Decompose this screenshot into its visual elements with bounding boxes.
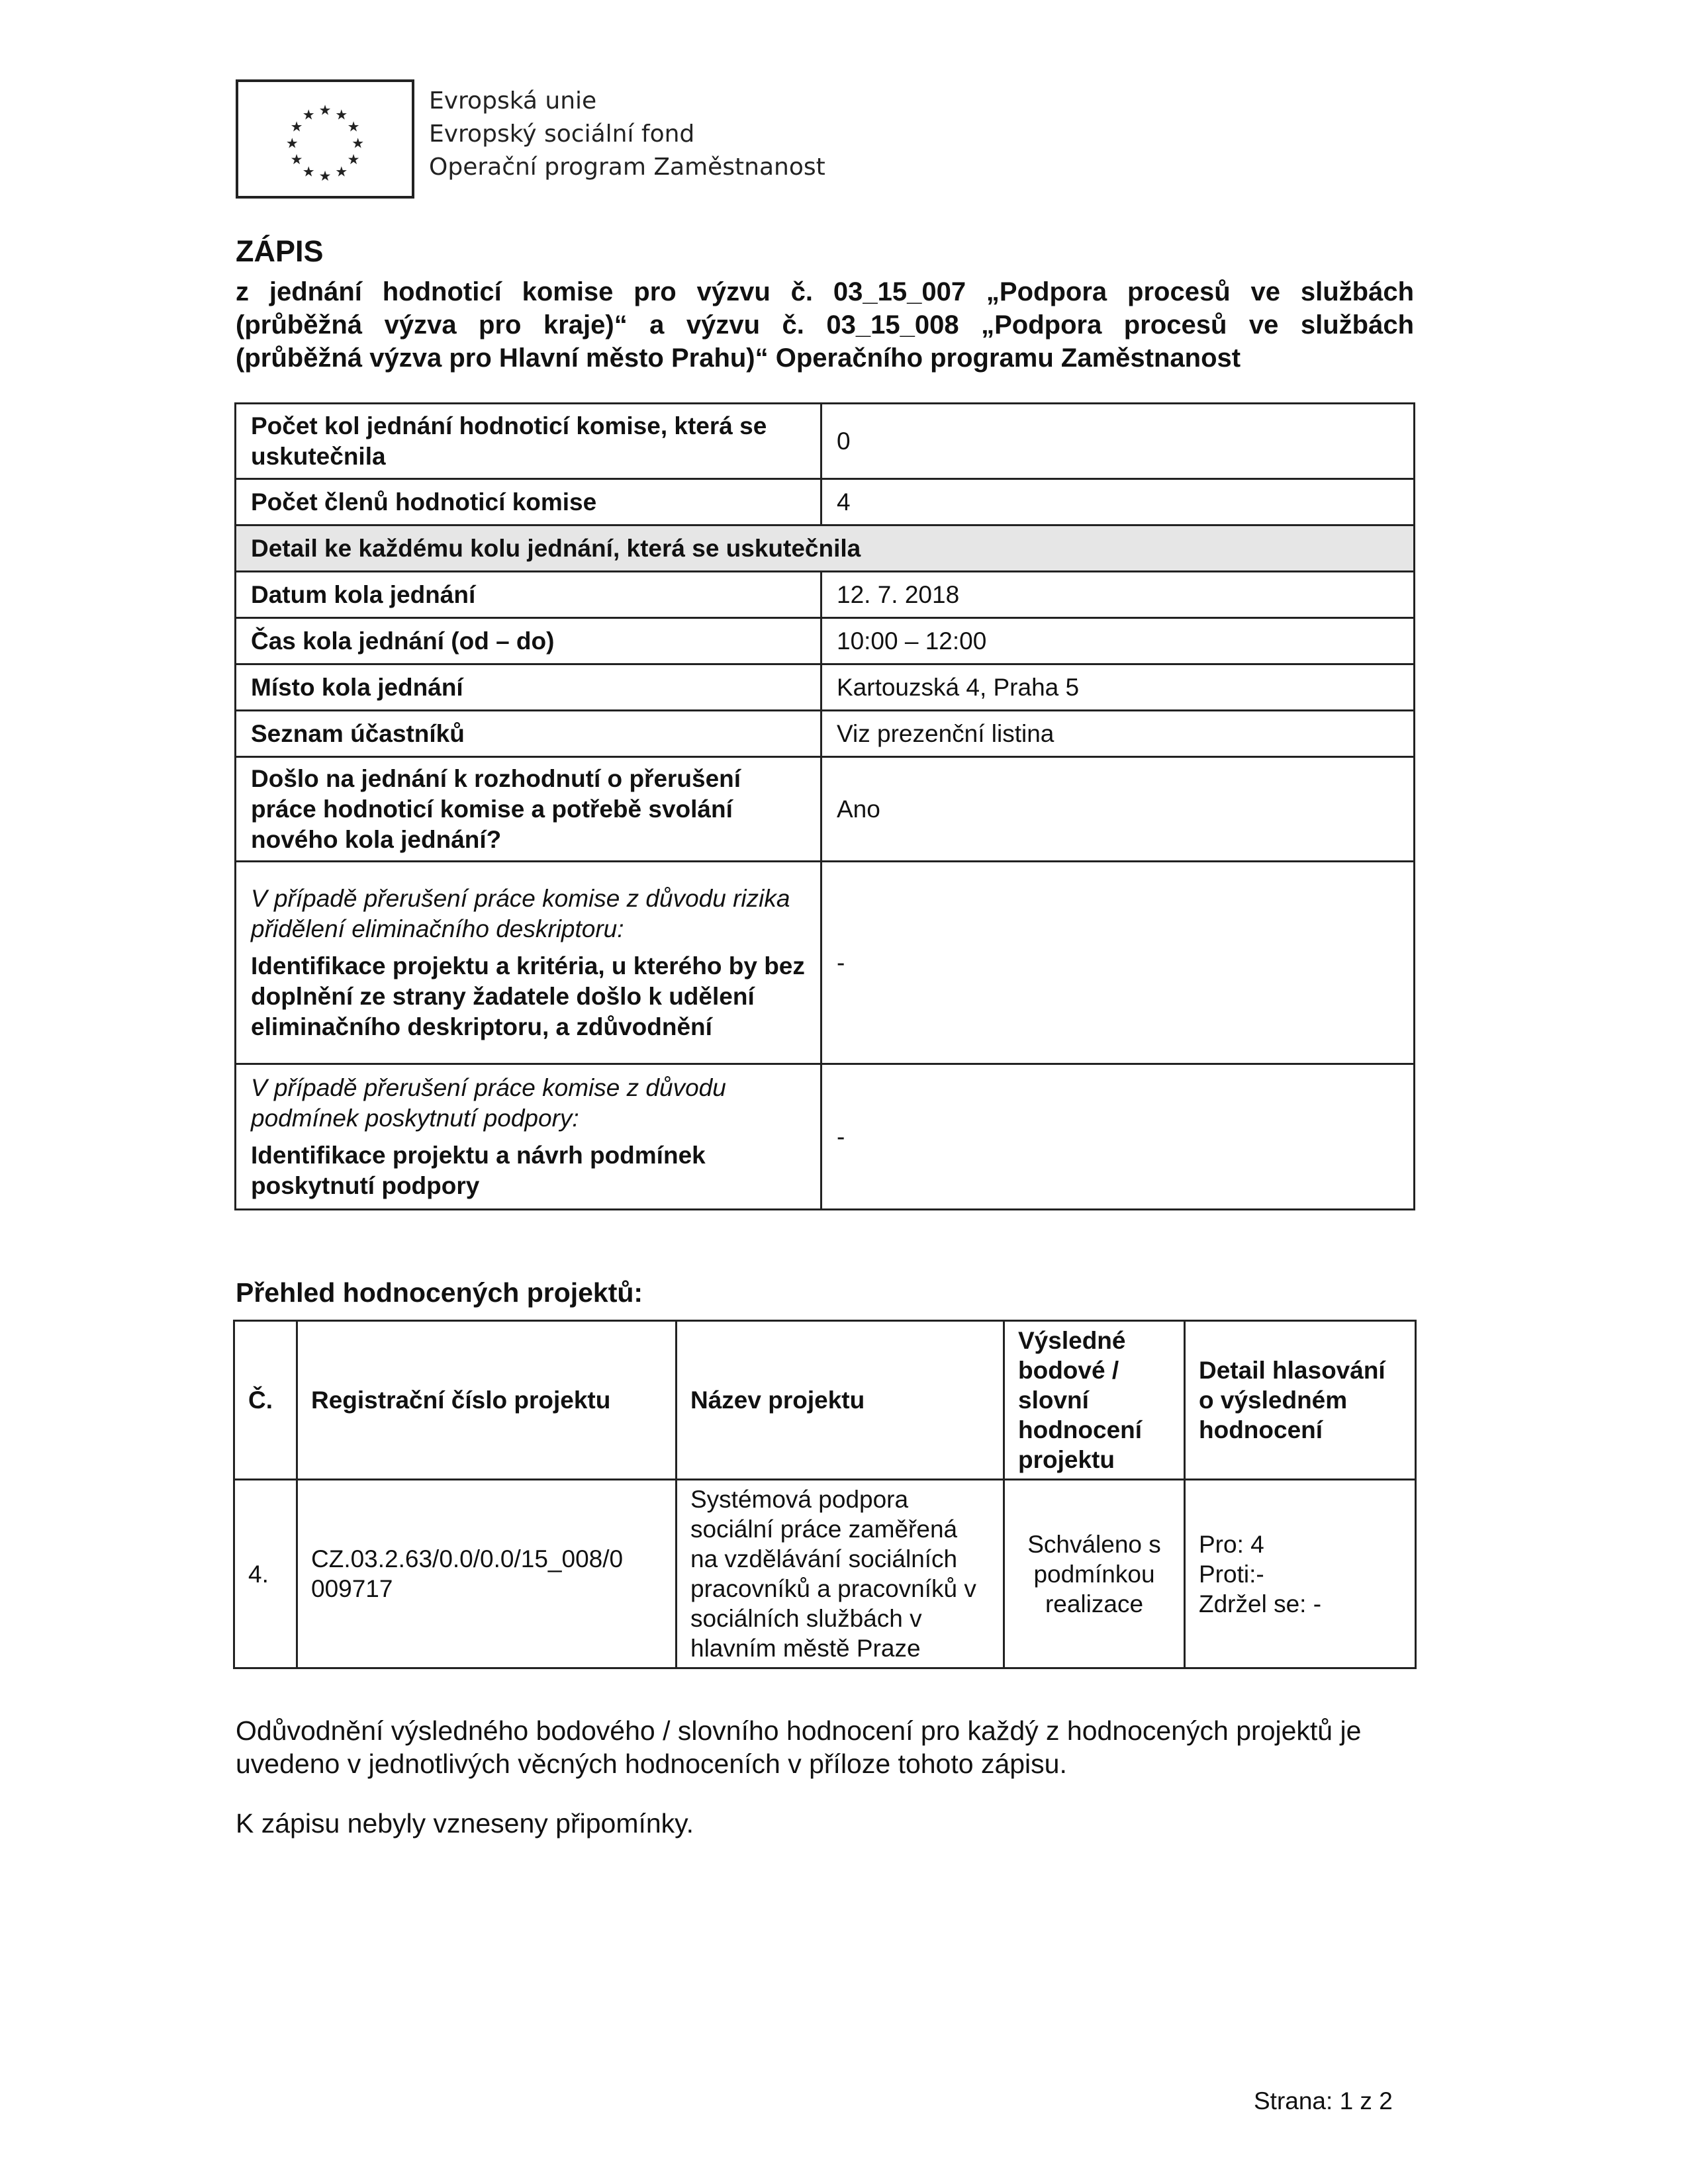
place-value: Kartouzská 4, Praha 5 xyxy=(821,664,1415,711)
elimination-cell xyxy=(236,862,821,1064)
column-header-vote: Detail hlasování o výsledném hodnocení xyxy=(1185,1321,1416,1480)
meeting-details-table xyxy=(234,402,1415,1210)
elimination-value: - xyxy=(821,862,1415,1064)
rounds-value: 0 xyxy=(821,404,1415,479)
project-name: Systémová podpora sociální práce zaměřená na vzdělávání sociálních pracovníků a pracovníků v sociálních službách v hlavním městě Praze xyxy=(677,1480,1004,1668)
table-row xyxy=(236,479,1415,525)
svg-text:★: ★ xyxy=(290,118,303,135)
projects-overview-heading: Přehled hodnocených projektů: xyxy=(236,1277,643,1308)
table-row xyxy=(236,1064,1415,1210)
subtitle-line: (průběžná výzva pro Hlavní město Prahu)“ Operačního programu Zaměstnanost xyxy=(236,343,1241,373)
time-value: 10:00 – 12:00 xyxy=(821,618,1415,664)
place-label: Místo kola jednání xyxy=(236,664,821,711)
svg-text:★: ★ xyxy=(285,134,299,152)
svg-text:★: ★ xyxy=(318,167,332,185)
interruption-label: Došlo na jednání k rozhodnutí o přerušení práce hodnoticí komise a potřebě svolání nového kola jednání? xyxy=(236,757,821,862)
project-no: 4. xyxy=(234,1480,297,1668)
table-header-row xyxy=(234,1321,1416,1480)
conditions-value: - xyxy=(821,1064,1415,1210)
table-row xyxy=(236,757,1415,862)
vote-abstain: Zdržel se: - xyxy=(1199,1590,1322,1617)
column-header-name: Název projektu xyxy=(677,1321,1004,1480)
document-subtitle xyxy=(236,275,1414,375)
logo-line-eu: Evropská unie xyxy=(429,87,597,114)
members-value: 4 xyxy=(821,479,1415,525)
column-header-reg: Registrační číslo projektu xyxy=(297,1321,677,1480)
rounds-label: Počet kol jednání hodnoticí komise, která se uskutečnila xyxy=(236,404,821,479)
page-number: Strana: 1 z 2 xyxy=(1254,2087,1393,2115)
logo-line-op: Operační program Zaměstnanost xyxy=(429,154,825,181)
project-result: Schváleno s podmínkou realizace xyxy=(1004,1480,1185,1668)
svg-text:★: ★ xyxy=(335,163,348,180)
vote-for: Pro: 4 xyxy=(1199,1530,1264,1558)
elimination-note: V případě přerušení práce komise z důvodu rizika přidělení eliminačního deskriptoru: xyxy=(251,884,790,942)
elimination-label: Identifikace projektu a kritéria, u kterého by bez doplnění ze strany žadatele došlo k udělení eliminačního deskriptoru, a zdůvodnění xyxy=(251,952,805,1040)
section-row xyxy=(236,525,1415,572)
document-title: ZÁPIS xyxy=(236,234,324,268)
svg-text:★: ★ xyxy=(352,134,365,152)
participants-value: Viz prezenční listina xyxy=(821,711,1415,757)
date-label: Datum kola jednání xyxy=(236,572,821,618)
eu-flag-logo xyxy=(236,79,414,199)
section-label: Detail ke každému kolu jednání, která se uskutečnila xyxy=(236,525,1415,572)
conditions-label: Identifikace projektu a návrh podmínek poskytnutí podpory xyxy=(251,1141,706,1199)
svg-text:★: ★ xyxy=(318,101,332,118)
comments-text: K zápisu nebyly vzneseny připomínky. xyxy=(236,1808,694,1839)
svg-text:★: ★ xyxy=(347,151,360,168)
svg-text:★: ★ xyxy=(347,118,360,135)
table-row xyxy=(236,572,1415,618)
svg-text:★: ★ xyxy=(290,151,303,168)
table-row xyxy=(236,404,1415,479)
svg-text:★: ★ xyxy=(335,106,348,123)
participants-label: Seznam účastníků xyxy=(236,711,821,757)
time-label: Čas kola jednání (od – do) xyxy=(236,618,821,664)
members-label: Počet členů hodnoticí komise xyxy=(236,479,821,525)
conditions-note: V případě přerušení práce komise z důvodu podmínek poskytnutí podpory: xyxy=(251,1073,726,1132)
interruption-value: Ano xyxy=(821,757,1415,862)
svg-text:★: ★ xyxy=(302,163,315,180)
eu-stars-icon xyxy=(238,82,412,196)
table-row xyxy=(234,1480,1416,1668)
project-vote xyxy=(1185,1480,1416,1668)
subtitle-line: (průběžná výzva pro kraje)“ a výzvu č. 03_15_008 „Podpora procesů ve službách xyxy=(236,310,1414,340)
eu-logo-text xyxy=(429,85,825,184)
column-header-no: Č. xyxy=(234,1321,297,1480)
subtitle-line: z jednání hodnoticí komise pro výzvu č. 03_15_007 „Podpora procesů ve službách xyxy=(236,277,1414,306)
projects-table xyxy=(233,1320,1417,1669)
svg-text:★: ★ xyxy=(302,106,315,123)
date-value: 12. 7. 2018 xyxy=(821,572,1415,618)
logo-line-esf: Evropský sociální fond xyxy=(429,120,695,148)
conditions-cell xyxy=(236,1064,821,1210)
column-header-result: Výsledné bodové / slovní hodnocení projektu xyxy=(1004,1321,1185,1480)
table-row xyxy=(236,862,1415,1064)
project-reg-number: CZ.03.2.63/0.0/0.0/15_008/0 009717 xyxy=(297,1480,677,1668)
table-row xyxy=(236,618,1415,664)
table-row xyxy=(236,711,1415,757)
table-row xyxy=(236,664,1415,711)
vote-against: Proti:- xyxy=(1199,1560,1264,1588)
justification-text: Odůvodnění výsledného bodového / slovního hodnocení pro každý z hodnocených projektů je uvedeno v jednotlivých věcných hodnoceních v příloze tohoto zápisu. xyxy=(236,1715,1362,1779)
